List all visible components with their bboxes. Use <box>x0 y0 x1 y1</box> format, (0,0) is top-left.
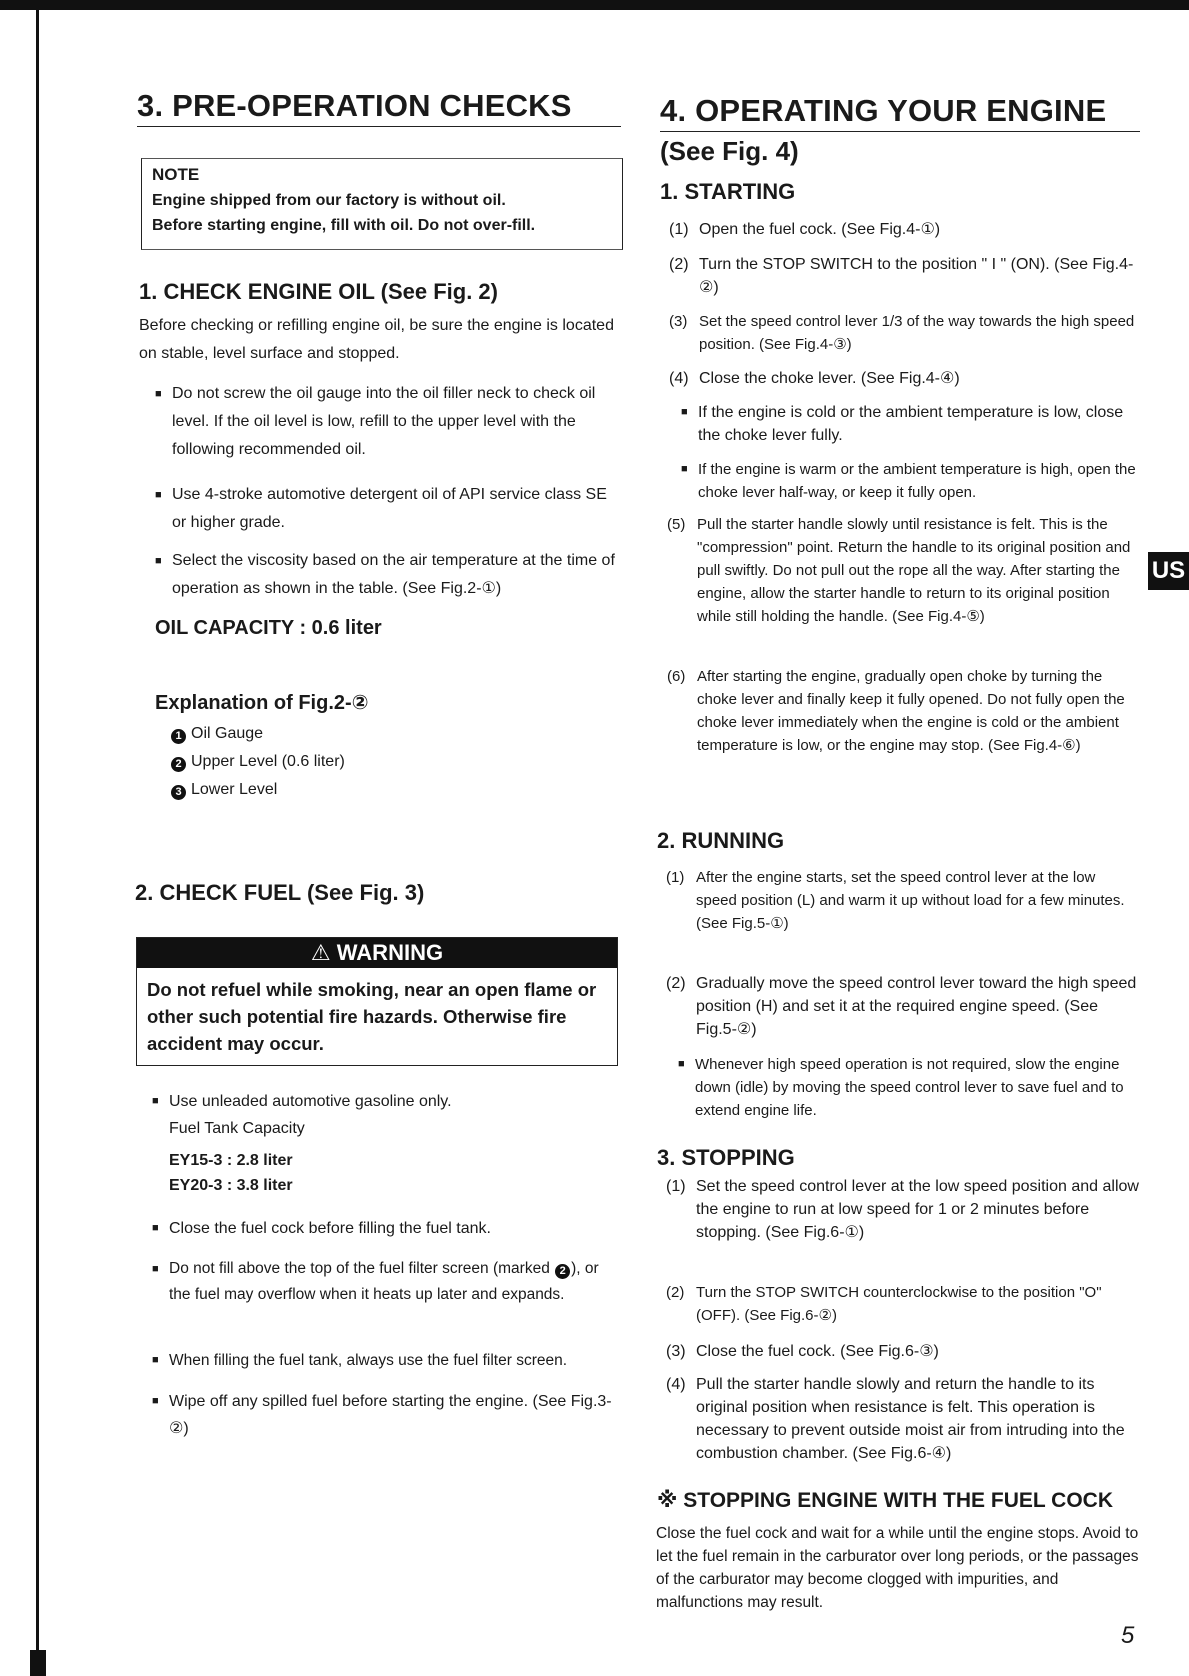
step-text: Set the speed control lever 1/3 of the way towards the high speed position. (See Fig.4-③) <box>699 313 1135 353</box>
step-number: (4) <box>666 1376 686 1393</box>
oil-bullet-2: ■ Use 4-stroke automotive detergent oil of API service class SE or higher grade. <box>172 481 621 537</box>
step-text: Turn the STOP SWITCH counterclockwise to the position "O" (OFF). (See Fig.6-②) <box>696 1284 1102 1324</box>
running-bullet: ■ Whenever high speed operation is not required, slow the engine down (idle) by moving the speed control lever to save fuel and to extend engine life. <box>695 1053 1139 1122</box>
mark-2-icon: 2 <box>555 1264 570 1279</box>
step-text: Open the fuel cock. (See Fig.4-①) <box>699 221 941 238</box>
fuel-bullet-3-text-a: Do not fill above the top of the fuel filter screen (marked <box>169 1260 555 1277</box>
step-number: (2) <box>666 1284 685 1301</box>
explanation-text-2: Upper Level (0.6 liter) <box>191 753 345 770</box>
step-number: (3) <box>666 1343 686 1360</box>
fuel-bullet-3-text-b: ), or the fuel may overflow when it heats up later and expands. <box>169 1260 599 1303</box>
stopping-step-2 <box>666 1281 1139 1327</box>
heading-starting: 1. STARTING <box>660 179 796 204</box>
step-number: (4) <box>669 370 689 387</box>
binding-line <box>36 0 39 1676</box>
step-text: Pull the starter handle slowly and return the handle to its original position when resistance is felt. This operation is necessary to prevent outside moist air from intruding into the combustion chamber. (See Fig.6-④) <box>696 1376 1125 1462</box>
step-number: (2) <box>666 975 686 992</box>
fuel-bullet-4: ■ When filling the fuel tank, always use the fuel filter screen. <box>169 1349 621 1372</box>
section-title-operating: 4. OPERATING YOUR ENGINE <box>660 93 1140 132</box>
top-border <box>0 0 1189 10</box>
explanation-heading: Explanation of Fig.2-② <box>155 692 369 714</box>
step-number: (1) <box>669 221 689 238</box>
mark-3-icon: 3 <box>171 785 186 800</box>
fuel-tank-label: Fuel Tank Capacity <box>169 1120 305 1137</box>
starting-sub-bullet-1: ■ If the engine is cold or the ambient temperature is low, close the choke lever fully. <box>698 401 1139 447</box>
stopping-step-3 <box>666 1340 1139 1363</box>
heading-stopping: 3. STOPPING <box>657 1145 795 1170</box>
starting-step-3 <box>669 310 1139 356</box>
fuel-cock-text: Close the fuel cock and wait for a while until the engine stops. Avoid to let the fuel remain in the carburator over long periods, or the passages of the carburator may become clogged with impurities, and malfunctions may result. <box>656 1525 1139 1611</box>
warning-box <box>136 937 618 1066</box>
mark-1-icon: 1 <box>171 729 186 744</box>
step-number: (2) <box>669 256 689 273</box>
running-step-1 <box>666 866 1139 935</box>
step-number: (3) <box>669 313 688 330</box>
heading-check-fuel: 2. CHECK FUEL (See Fig. 3) <box>135 880 425 905</box>
explanation-text-3: Lower Level <box>191 781 278 798</box>
stopping-step-4 <box>666 1373 1139 1465</box>
heading-fuel-cock: ※ STOPPING ENGINE WITH THE FUEL COCK <box>657 1489 1114 1512</box>
oil-capacity: OIL CAPACITY : 0.6 liter <box>155 617 382 639</box>
fuel-bullet-3 <box>169 1256 621 1308</box>
step-text: Close the fuel cock. (See Fig.6-③) <box>696 1343 939 1360</box>
warning-header: ⚠ WARNING <box>137 938 617 968</box>
starting-step-5 <box>667 513 1139 628</box>
binding-foot <box>30 1650 46 1676</box>
tank-ey20: EY20-3 : 3.8 liter <box>169 1177 293 1194</box>
us-tab: US <box>1148 552 1189 590</box>
explanation-text-1: Oil Gauge <box>191 725 264 742</box>
fuel-bullet-5: ■ Wipe off any spilled fuel before starting the engine. (See Fig.3-②) <box>169 1388 621 1442</box>
heading-check-engine-oil: 1. CHECK ENGINE OIL (See Fig. 2) <box>139 279 498 304</box>
starting-step-4 <box>669 367 1139 390</box>
oil-intro: Before checking or refilling engine oil, be sure the engine is located on stable, level surface and stopped. <box>139 317 614 362</box>
fuel-bullet-1: ■ Use unleaded automotive gasoline only. <box>169 1090 621 1113</box>
see-fig-4: (See Fig. 4) <box>660 136 799 166</box>
step-text: Set the speed control lever at the low speed position and allow the engine to run at low speed for 1 or 2 minutes before stopping. (See Fig.6-①) <box>696 1178 1139 1241</box>
starting-sub-bullet-2: ■ If the engine is warm or the ambient temperature is high, open the choke lever half-way, or keep it fully open. <box>698 458 1139 504</box>
starting-step-2 <box>669 253 1139 299</box>
explanation-item-3 <box>171 781 277 800</box>
step-number: (1) <box>666 869 685 886</box>
step-text: Pull the starter handle slowly until resistance is felt. This is the "compression" point. Return the handle to its original position and pull swiftly. Do not pull out the rope all the way. After starting the engine, allow the starter handle to return to its original position while still holding the handle. (See Fig.4-⑤) <box>697 516 1131 625</box>
note-label: NOTE <box>152 165 200 184</box>
tank-ey15: EY15-3 : 2.8 liter <box>169 1152 293 1169</box>
step-text: Turn the STOP SWITCH to the position " I " (ON). (See Fig.4-②) <box>699 256 1134 296</box>
step-number: (1) <box>666 1178 686 1195</box>
page-number: 5 <box>1121 1622 1135 1649</box>
step-text: After starting the engine, gradually open choke by turning the choke lever and finally keep it fully opened. Do not fully open the choke lever immediately when the engine is cold or the ambient temperature is low, or the engine may stop. (See Fig.4-⑥) <box>697 668 1125 754</box>
section-title-pre-operation: 3. PRE-OPERATION CHECKS <box>137 88 621 127</box>
note-line-2: Before starting engine, fill with oil. Do not over-fill. <box>152 217 536 234</box>
step-number: (6) <box>667 668 686 685</box>
note-box <box>141 158 623 250</box>
note-line-1: Engine shipped from our factory is without oil. <box>152 192 506 209</box>
step-text: Gradually move the speed control lever toward the high speed position (H) and set it at the required engine speed. (See Fig.5-②) <box>696 975 1137 1038</box>
fuel-bullet-2: ■ Close the fuel cock before filling the fuel tank. <box>169 1217 621 1240</box>
oil-bullet-3: ■ Select the viscosity based on the air temperature at the time of operation as shown in the table. (See Fig.2-①) <box>172 547 621 603</box>
explanation-item-2 <box>171 753 345 772</box>
running-step-2 <box>666 972 1139 1041</box>
explanation-item-1 <box>171 725 263 744</box>
step-number: (5) <box>667 516 686 533</box>
stopping-step-1 <box>666 1175 1139 1244</box>
warning-text: Do not refuel while smoking, near an open flame or other such potential fire hazards. Otherwise fire accident may occur. <box>147 979 597 1054</box>
mark-2-icon: 2 <box>171 757 186 772</box>
oil-bullet-1: ■ Do not screw the oil gauge into the oil filler neck to check oil level. If the oil level is low, refill to the upper level with the following recommended oil. <box>172 380 621 464</box>
starting-step-1 <box>669 218 1139 241</box>
step-text: Close the choke lever. (See Fig.4-④) <box>699 370 960 387</box>
heading-running: 2. RUNNING <box>657 828 785 853</box>
step-text: After the engine starts, set the speed control lever at the low speed position (L) and warm it up without load for a few minutes. (See Fig.5-①) <box>696 869 1125 932</box>
starting-step-6 <box>667 665 1139 757</box>
